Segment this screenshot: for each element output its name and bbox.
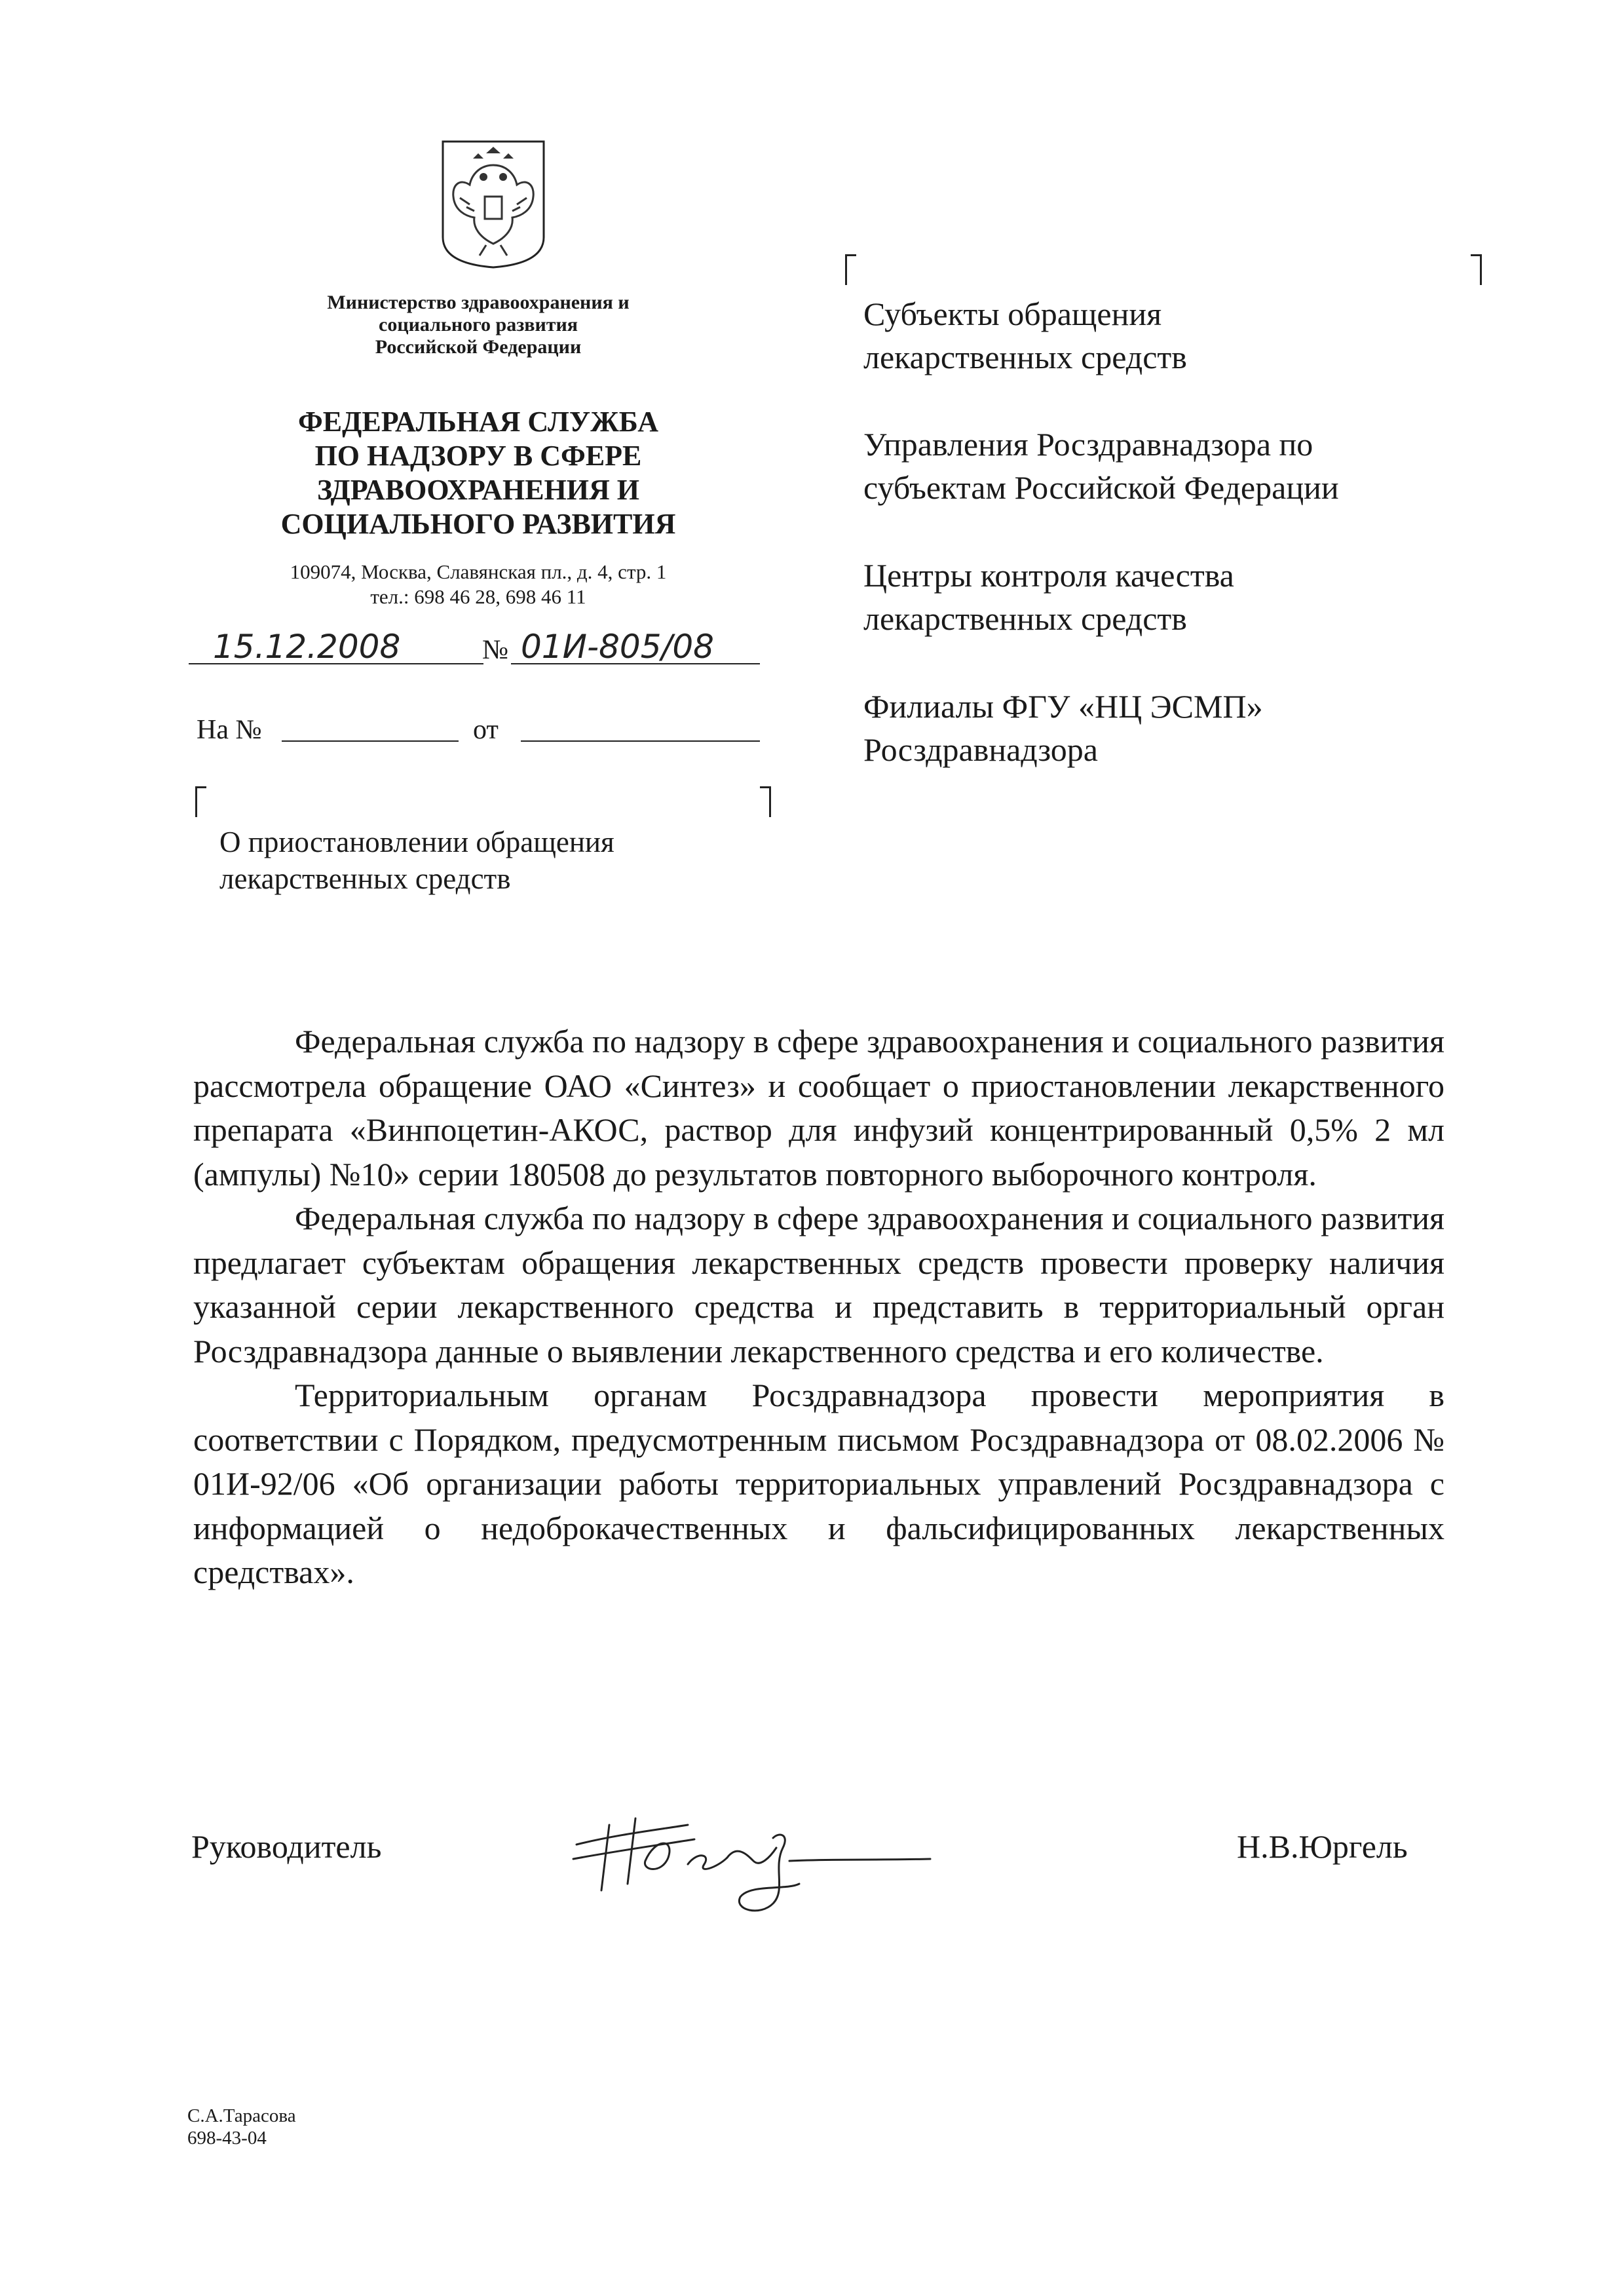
service-line: ПО НАДЗОРУ В СФЕРЕ [314,440,642,472]
registration-date: 15.12.2008 [213,628,401,666]
recipient-bracket-left [845,254,856,285]
recipient-line: Управления Росздравнадзора по [863,426,1313,463]
recipient-bracket-right [1471,254,1482,285]
service-line: ЗДРАВООХРАНЕНИЯ И [316,474,639,506]
service-address [249,560,708,609]
coat-of-arms-icon [440,139,546,270]
ministry-name [288,292,668,358]
subject-bracket-right [760,786,771,817]
ministry-line: Министерство здравоохранения и [327,292,630,313]
subject-bracket-left [195,786,206,817]
body-paragraph: Федеральная служба по надзору в сфере здравоохранения и социального развития предлагает субъектам обращения лекарственных средств провести проверку наличия указанной серии лекарственного средства и представить в территориальный орган Росздравнадзора данные о выявлении лекарственного средства и его количестве. [193,1200,1445,1369]
recipient-line: Центры контроля качества [863,557,1234,594]
number-sign: № [482,635,509,665]
handwritten-signature [563,1799,943,1917]
executor-name: С.А.Тарасова [187,2105,296,2126]
letter-subject [219,824,614,897]
recipient-line: Субъекты обращения [863,296,1162,332]
recipient-block [863,423,1339,509]
recipient-line: лекарственных средств [863,339,1187,375]
address-line: 109074, Москва, Славянская пл., д. 4, стр. 1 [290,560,667,583]
recipient-block [863,292,1187,379]
executor-info [187,2105,296,2149]
recipient-line: субъектам Российской Федерации [863,469,1339,506]
signer-title: Руководитель [191,1828,382,1865]
reference-from-label: от [473,715,499,745]
executor-phone: 698-43-04 [187,2128,267,2149]
service-line: СОЦИАЛЬНОГО РАЗВИТИЯ [280,508,676,540]
recipient-line: Росздравнадзора [863,731,1098,768]
reference-label: На № [197,715,262,745]
recipient-line: лекарственных средств [863,600,1187,637]
date-underline [189,663,483,664]
phone-line: тел.: 698 46 28, 698 46 11 [370,585,586,608]
reference-date-blank [521,740,760,742]
number-underline [511,663,760,664]
body-paragraph: Федеральная служба по надзору в сфере здравоохранения и социального развития рассмотрела обращение ОАО «Синтез» и сообщает о приостановлении лекарственного препарата «Винпоцетин-АКОС, раствор для инфузий концентрированный 0,5% 2 мл (ампулы) №10» серии 180508 до результатов повторного выборочного контроля. [193,1023,1445,1193]
service-line: ФЕДЕРАЛЬНАЯ СЛУЖБА [298,406,658,438]
recipient-block [863,685,1263,771]
subject-line: лекарственных средств [219,862,511,895]
ministry-line: социального развития [379,314,578,335]
recipient-block [863,554,1234,640]
letter-body [193,1020,1445,1595]
subject-line: О приостановлении обращения [219,826,614,858]
ministry-line: Российской Федерации [375,336,582,358]
service-name [249,405,708,541]
recipient-line: Филиалы ФГУ «НЦ ЭСМП» [863,688,1263,725]
registration-number: 01И-805/08 [521,628,714,666]
body-paragraph: Территориальным органам Росздравнадзора провести мероприятия в соответствии с Порядком, предусмотренным письмом Росздравнадзора от 08.02.2006 № 01И-92/06 «Об организации работы территориальных управлений Росздравнадзора с информацией о недоброкачественных и фальсифицированных лекарственных средствах». [193,1377,1445,1590]
reference-number-blank [282,740,459,742]
signer-name: Н.В.Юргель [1237,1828,1408,1865]
